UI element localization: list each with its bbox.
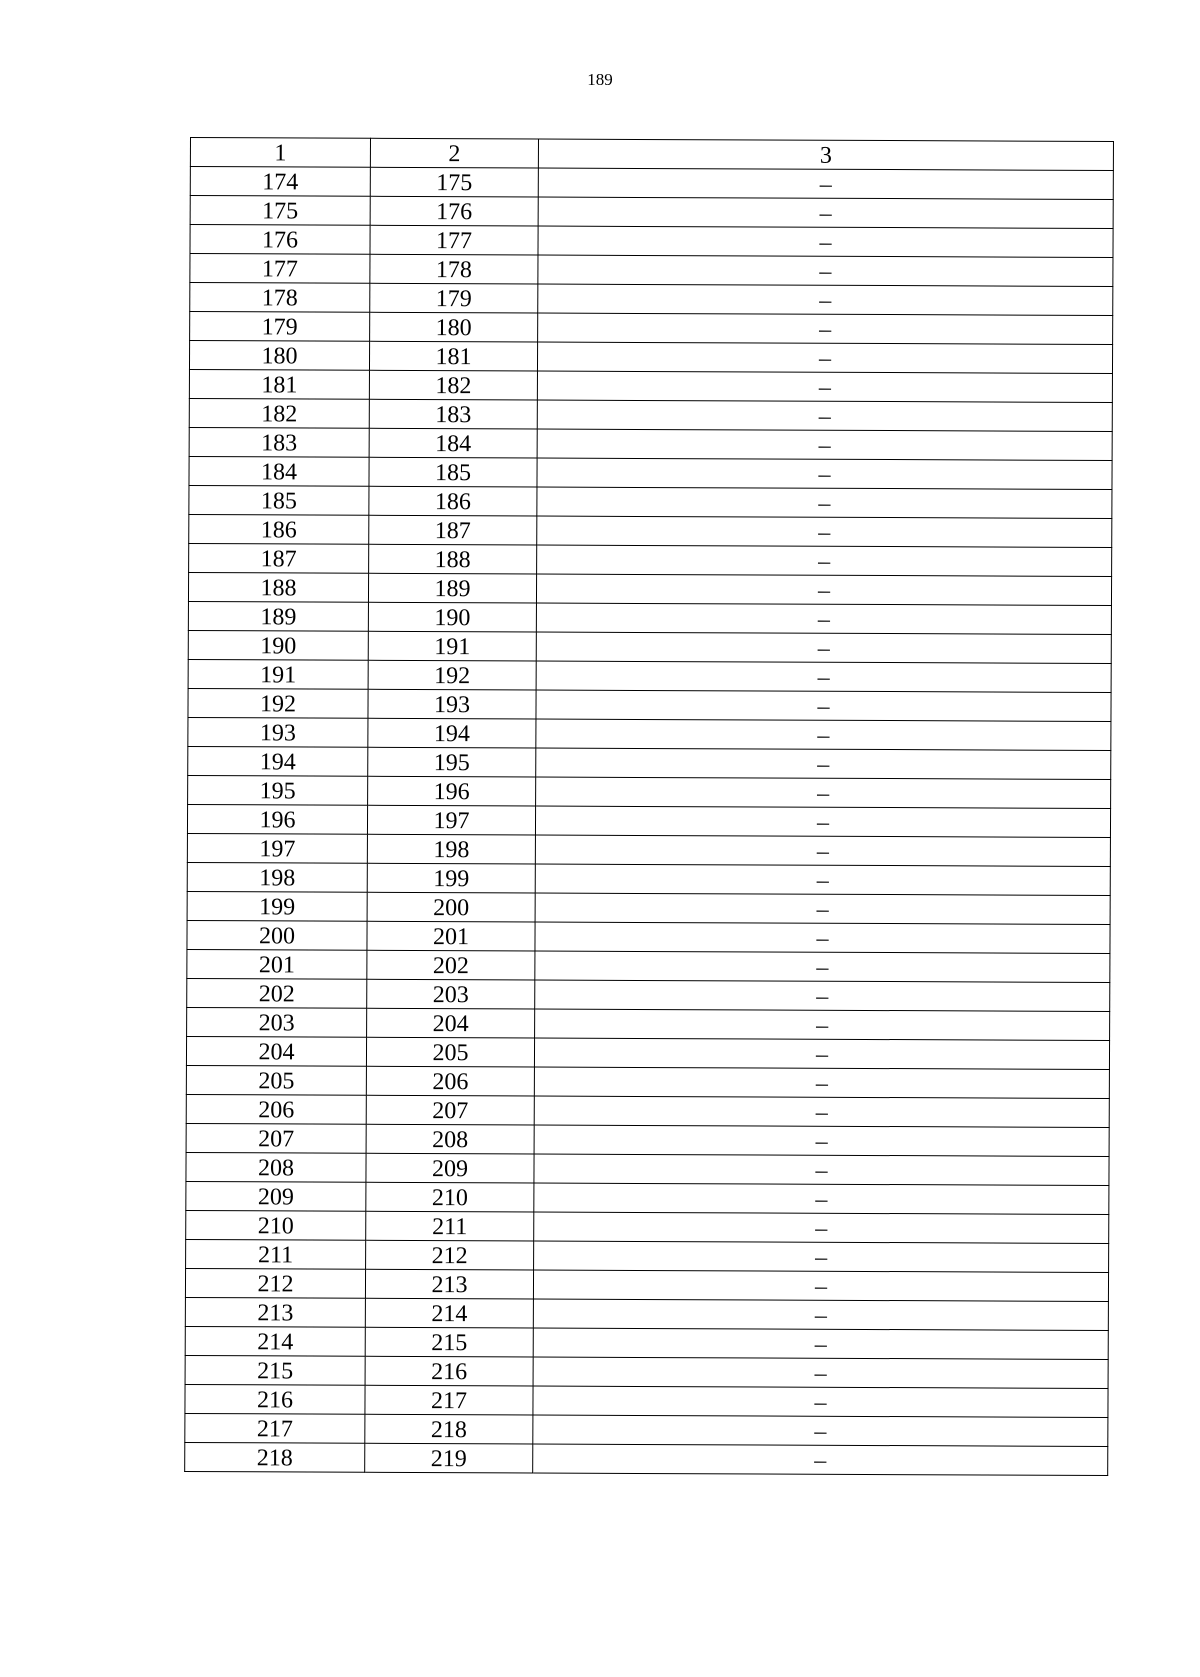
table-row xyxy=(189,341,1112,374)
table-cell-col-1: 209 xyxy=(186,1181,366,1211)
table-row xyxy=(187,949,1110,982)
table-cell-col-1: 217 xyxy=(185,1413,365,1443)
table-cell-col-3: – xyxy=(536,603,1111,635)
table-cell-col-3: – xyxy=(537,429,1112,461)
table-row xyxy=(185,1442,1108,1475)
table-cell-col-3: – xyxy=(537,342,1112,374)
table-cell-col-3: – xyxy=(533,1270,1108,1302)
table-cell-col-3: – xyxy=(536,777,1111,809)
table-cell-col-1: 184 xyxy=(189,456,369,486)
table-row xyxy=(188,775,1111,808)
table-row xyxy=(185,1413,1108,1446)
table-header-row xyxy=(190,138,1113,171)
table-row xyxy=(187,978,1110,1011)
table-cell-col-1: 177 xyxy=(190,254,370,284)
table-row xyxy=(186,1210,1109,1243)
table-row xyxy=(186,1152,1109,1185)
table-cell-col-3: – xyxy=(535,1009,1110,1041)
table-cell-col-3: – xyxy=(533,1415,1108,1447)
table-cell-col-2: 178 xyxy=(370,254,538,284)
table-cell-col-3: – xyxy=(537,400,1112,432)
table-cell-col-1: 183 xyxy=(189,427,369,457)
table-cell-col-2: 188 xyxy=(369,544,537,574)
table-cell-col-2: 187 xyxy=(369,515,537,545)
table-cell-col-1: 213 xyxy=(185,1297,365,1327)
table-cell-col-3: – xyxy=(534,1183,1109,1215)
table-cell-col-2: 195 xyxy=(368,747,536,777)
table-cell-col-3: – xyxy=(535,893,1110,925)
table-row xyxy=(188,746,1111,779)
table-row xyxy=(185,1355,1108,1388)
table-cell-col-1: 195 xyxy=(188,775,368,805)
table-cell-col-3: – xyxy=(534,1241,1109,1273)
table-cell-col-1: 214 xyxy=(185,1326,365,1356)
table-cell-col-1: 190 xyxy=(188,630,368,660)
table-cell-col-3: – xyxy=(537,516,1112,548)
table-cell-col-3: – xyxy=(535,864,1110,896)
table-cell-col-1: 206 xyxy=(186,1094,366,1124)
table-cell-col-1: 196 xyxy=(187,804,367,834)
table-row xyxy=(186,1036,1109,1069)
table-cell-col-1: 211 xyxy=(186,1239,366,1269)
table-cell-col-3: – xyxy=(535,835,1110,867)
table-cell-col-3: – xyxy=(533,1299,1108,1331)
table-cell-col-3: – xyxy=(538,313,1113,345)
table-cell-col-3: – xyxy=(536,719,1111,751)
table-cell-col-1: 174 xyxy=(190,167,370,197)
table-row xyxy=(189,543,1112,576)
page-number: 189 xyxy=(587,70,613,89)
table-cell-col-2: 179 xyxy=(370,283,538,313)
table-cell-col-3: – xyxy=(533,1328,1108,1360)
table-cell-col-3: – xyxy=(536,748,1111,780)
table-row xyxy=(186,1181,1109,1214)
table-row xyxy=(187,891,1110,924)
table-cell-col-1: 188 xyxy=(188,572,368,602)
table-cell-col-2: 193 xyxy=(368,689,536,719)
table-cell-col-1: 212 xyxy=(185,1268,365,1298)
table-cell-col-3: – xyxy=(535,951,1110,983)
table-cell-col-2: 199 xyxy=(367,863,535,893)
table-cell-col-2: 192 xyxy=(368,660,536,690)
table-cell-col-1: 201 xyxy=(187,949,367,979)
table-cell-col-2: 183 xyxy=(369,399,537,429)
table-cell-col-2: 186 xyxy=(369,486,537,516)
table-cell-col-1: 218 xyxy=(185,1442,365,1472)
table-cell-col-1: 203 xyxy=(187,1007,367,1037)
table-cell-col-1: 204 xyxy=(186,1036,366,1066)
table-cell-col-2: 210 xyxy=(366,1182,534,1212)
table-cell-col-1: 202 xyxy=(187,978,367,1008)
table-row xyxy=(188,630,1111,663)
header-cell-col-2: 2 xyxy=(370,138,538,168)
table-cell-col-2: 190 xyxy=(368,602,536,632)
table-cell-col-3: – xyxy=(534,1038,1109,1070)
table-cell-col-3: – xyxy=(537,458,1112,490)
table-row xyxy=(189,514,1112,547)
table-cell-col-1: 215 xyxy=(185,1355,365,1385)
table-cell-col-1: 182 xyxy=(189,398,369,428)
table-cell-col-3: – xyxy=(533,1386,1108,1418)
table-cell-col-3: – xyxy=(535,922,1110,954)
table-row xyxy=(189,369,1112,402)
table-row xyxy=(190,196,1113,229)
header-cell-col-3: 3 xyxy=(538,139,1113,171)
table-cell-col-3: – xyxy=(536,632,1111,664)
table-row xyxy=(189,427,1112,460)
table-cell-col-3: – xyxy=(535,980,1110,1012)
table-row xyxy=(187,920,1110,953)
table-cell-col-2: 200 xyxy=(367,892,535,922)
table-row xyxy=(189,456,1112,489)
table-cell-col-3: – xyxy=(534,1154,1109,1186)
table-cell-col-2: 203 xyxy=(367,979,535,1009)
header-cell-col-1: 1 xyxy=(190,138,370,168)
table-cell-col-1: 175 xyxy=(190,196,370,226)
table-row xyxy=(189,485,1112,518)
table-cell-col-2: 218 xyxy=(365,1414,533,1444)
table-cell-col-2: 201 xyxy=(367,921,535,951)
table-cell-col-3: – xyxy=(534,1125,1109,1157)
table-row xyxy=(188,717,1111,750)
table-cell-col-1: 205 xyxy=(186,1065,366,1095)
table-cell-col-2: 185 xyxy=(369,457,537,487)
table-cell-col-3: – xyxy=(536,661,1111,693)
table-cell-col-2: 177 xyxy=(370,225,538,255)
table-row xyxy=(187,1007,1110,1040)
table-cell-col-1: 189 xyxy=(188,601,368,631)
table-body xyxy=(185,138,1114,1476)
table-cell-col-1: 185 xyxy=(189,485,369,515)
table-row xyxy=(186,1065,1109,1098)
table-cell-col-3: – xyxy=(538,168,1113,200)
table-cell-col-2: 208 xyxy=(366,1124,534,1154)
table-row xyxy=(190,254,1113,287)
table-cell-col-2: 217 xyxy=(365,1385,533,1415)
table-cell-col-2: 213 xyxy=(365,1269,533,1299)
table-cell-col-3: – xyxy=(538,284,1113,316)
table-cell-col-1: 198 xyxy=(187,862,367,892)
table-cell-col-3: – xyxy=(538,226,1113,258)
table-cell-col-1: 186 xyxy=(189,514,369,544)
table-cell-col-1: 194 xyxy=(188,746,368,776)
table-cell-col-2: 207 xyxy=(366,1095,534,1125)
table-row xyxy=(186,1123,1109,1156)
table-cell-col-3: – xyxy=(534,1212,1109,1244)
table-cell-col-2: 214 xyxy=(365,1298,533,1328)
table-cell-col-3: – xyxy=(533,1357,1108,1389)
table-row xyxy=(189,398,1112,431)
table-cell-col-2: 219 xyxy=(365,1443,533,1473)
table-row xyxy=(190,283,1113,316)
table-cell-col-2: 175 xyxy=(370,167,538,197)
table-cell-col-2: 198 xyxy=(367,834,535,864)
table-row xyxy=(190,312,1113,345)
table-row xyxy=(185,1268,1108,1301)
table-cell-col-2: 204 xyxy=(367,1008,535,1038)
table-row xyxy=(185,1326,1108,1359)
table-cell-col-1: 216 xyxy=(185,1384,365,1414)
table-cell-col-1: 193 xyxy=(188,717,368,747)
table-cell-col-3: – xyxy=(534,1067,1109,1099)
table-cell-col-2: 215 xyxy=(365,1327,533,1357)
table-cell-col-2: 189 xyxy=(368,573,536,603)
table-cell-col-1: 178 xyxy=(190,283,370,313)
table-row xyxy=(188,601,1111,634)
table-cell-col-3: – xyxy=(537,545,1112,577)
table-cell-col-2: 206 xyxy=(366,1066,534,1096)
table-cell-col-3: – xyxy=(538,197,1113,229)
table-row xyxy=(185,1384,1108,1417)
data-table xyxy=(184,137,1114,1476)
table-cell-col-2: 182 xyxy=(369,370,537,400)
table-cell-col-3: – xyxy=(535,806,1110,838)
table-cell-col-1: 176 xyxy=(190,225,370,255)
table-cell-col-1: 200 xyxy=(187,920,367,950)
table-cell-col-3: – xyxy=(538,255,1113,287)
table-cell-col-3: – xyxy=(534,1096,1109,1128)
table-row xyxy=(186,1239,1109,1272)
table-cell-col-2: 212 xyxy=(366,1240,534,1270)
table-cell-col-2: 184 xyxy=(369,428,537,458)
table-cell-col-2: 216 xyxy=(365,1356,533,1386)
table-cell-col-2: 197 xyxy=(367,805,535,835)
table-cell-col-1: 180 xyxy=(189,341,369,371)
table-row xyxy=(187,804,1110,837)
table-cell-col-1: 197 xyxy=(187,833,367,863)
table-cell-col-2: 194 xyxy=(368,718,536,748)
table-row xyxy=(186,1094,1109,1127)
table-cell-col-1: 199 xyxy=(187,891,367,921)
table-cell-col-1: 208 xyxy=(186,1152,366,1182)
table-cell-col-1: 191 xyxy=(188,659,368,689)
table-cell-col-3: – xyxy=(537,487,1112,519)
table-cell-col-2: 176 xyxy=(370,196,538,226)
table-cell-col-2: 191 xyxy=(368,631,536,661)
table-cell-col-1: 179 xyxy=(190,312,370,342)
table-cell-col-3: – xyxy=(537,371,1112,403)
table-row xyxy=(188,688,1111,721)
table-row xyxy=(188,659,1111,692)
table-cell-col-2: 181 xyxy=(369,341,537,371)
table-cell-col-1: 187 xyxy=(189,543,369,573)
table-cell-col-3: – xyxy=(536,690,1111,722)
table-row xyxy=(190,225,1113,258)
table-cell-col-2: 211 xyxy=(366,1211,534,1241)
table-cell-col-1: 210 xyxy=(186,1210,366,1240)
table-cell-col-1: 181 xyxy=(189,369,369,399)
table-cell-col-3: – xyxy=(536,574,1111,606)
table-cell-col-1: 192 xyxy=(188,688,368,718)
table-row xyxy=(187,862,1110,895)
table-row xyxy=(190,167,1113,200)
table-cell-col-2: 180 xyxy=(370,312,538,342)
table-row xyxy=(188,572,1111,605)
table-cell-col-1: 207 xyxy=(186,1123,366,1153)
table-cell-col-2: 209 xyxy=(366,1153,534,1183)
table-row xyxy=(185,1297,1108,1330)
table-cell-col-2: 196 xyxy=(368,776,536,806)
table-cell-col-3: – xyxy=(533,1444,1108,1476)
table-cell-col-2: 202 xyxy=(367,950,535,980)
table-cell-col-2: 205 xyxy=(366,1037,534,1067)
table-row xyxy=(187,833,1110,866)
